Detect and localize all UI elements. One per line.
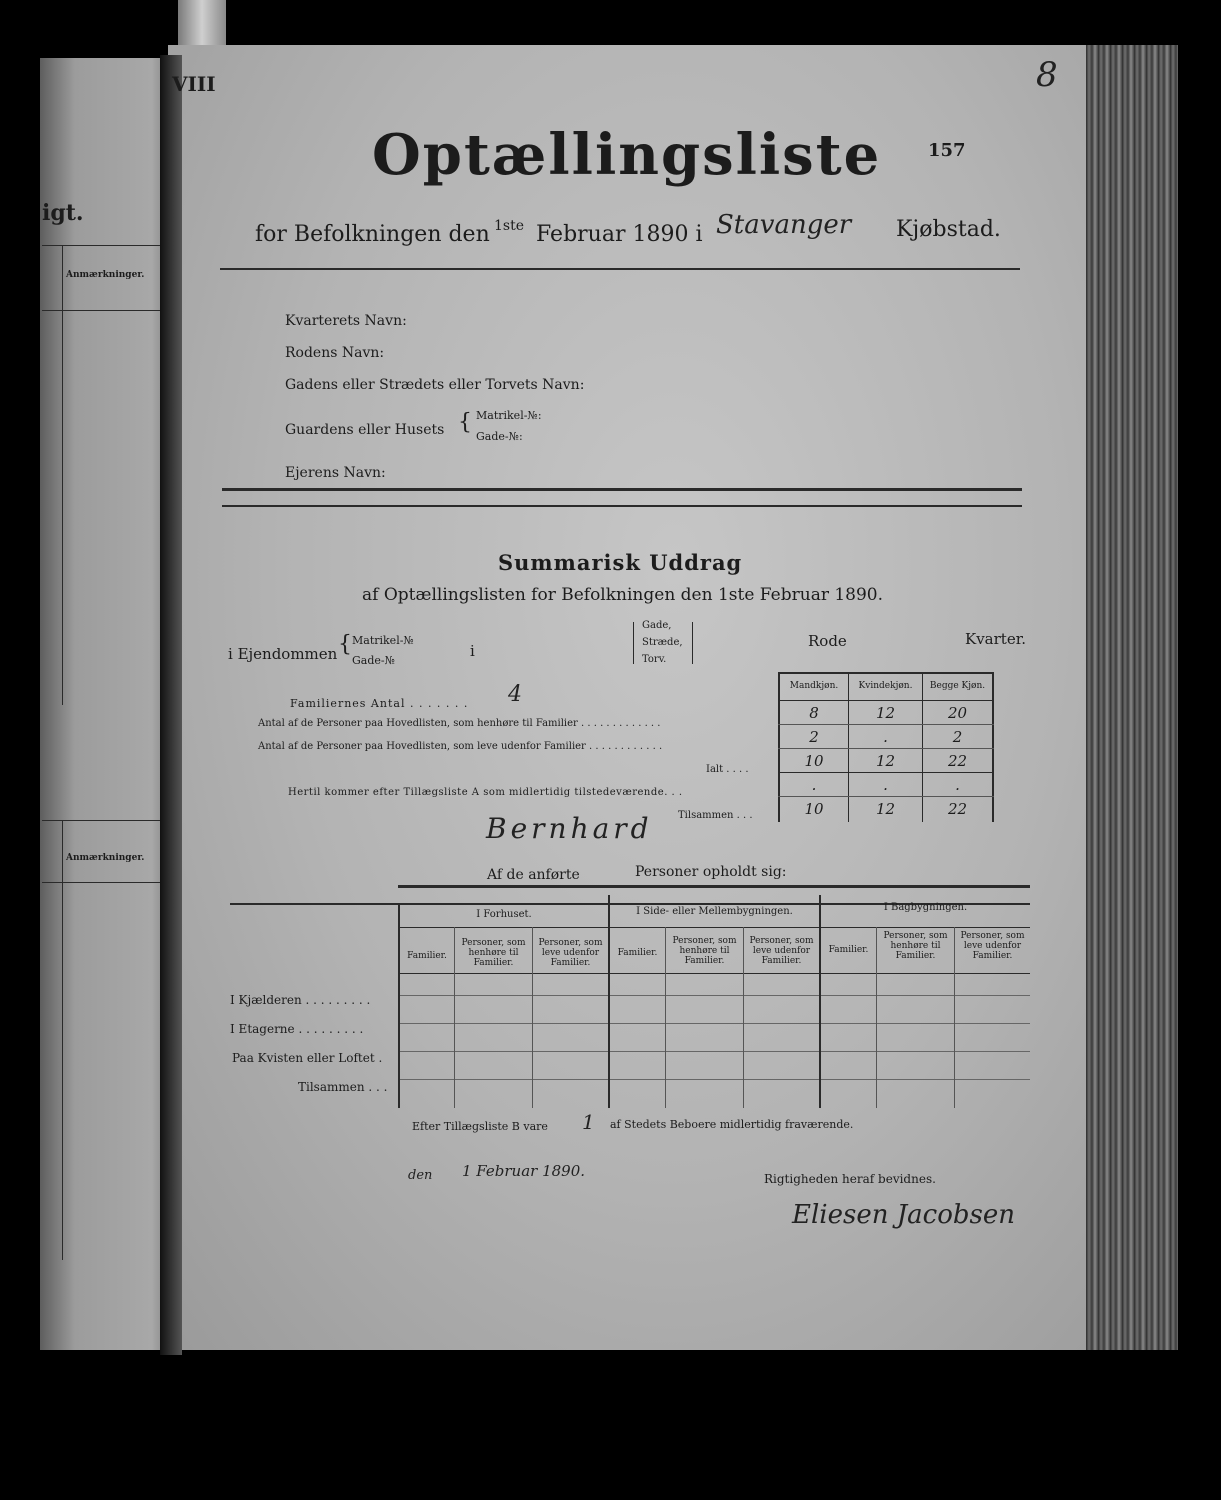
cell-value: . <box>955 776 960 794</box>
ejendom-label: i Ejendommen <box>228 645 338 663</box>
personer-opholdt: Personer opholdt sig: <box>635 864 787 880</box>
cell-value: 20 <box>947 704 968 722</box>
street-label: Gadens eller Strædets eller Torvets Navn: <box>285 377 585 393</box>
header-day: 1ste <box>494 218 525 234</box>
cell-value: . <box>811 776 817 794</box>
handwritten-note: Bernhard <box>486 812 653 845</box>
cell-value: 22 <box>947 800 968 818</box>
address-rule <box>222 488 1022 491</box>
row-label-tillaeg-a: Hertil kommer efter Tillægsliste A som midlertidig tilstedeværende. . . <box>288 787 683 798</box>
brace: { <box>458 410 472 435</box>
left-col-header: Anmærkninger. <box>66 270 145 280</box>
ejendom-matrikel: Matrikel-№ <box>352 634 414 647</box>
subcol-familier: Familier. <box>407 951 447 961</box>
matrikel-label: Matrikel-№: <box>476 409 542 422</box>
col-header-kvindekjon: Kvindekjøn. <box>858 681 913 691</box>
left-rule <box>42 820 160 821</box>
row-label-tilsammen: Tilsammen . . . <box>678 810 753 821</box>
af-de-anforte: Af de anførte <box>487 867 580 883</box>
group-sidebygning: I Side- eller Mellembygningen. <box>636 906 793 917</box>
group-bagbygning: I Bagbygningen. <box>883 902 968 913</box>
cell-value: 2 <box>952 728 963 746</box>
cell-value: . <box>883 776 888 794</box>
owner-label: Ejerens Navn: <box>285 465 386 481</box>
tillaeg-b-prefix: Efter Tillægsliste B vare <box>412 1120 548 1133</box>
page-edges <box>1086 45 1178 1350</box>
left-page-word: igt. <box>42 200 84 226</box>
summary-table <box>778 672 994 822</box>
row-kvisten: Paa Kvisten eller Loftet . <box>232 1051 383 1065</box>
date-value: 1 Februar 1890. <box>462 1162 586 1180</box>
subcol-henhore: Personer, som henhøre til Familier. <box>883 931 948 961</box>
cell-value: 10 <box>804 752 824 770</box>
date-den: den <box>408 1168 433 1183</box>
header-line-prefix: for Befolkningen den <box>255 222 490 247</box>
row-kjaelderen: I Kjælderen . . . . . . . . . <box>230 993 371 1007</box>
summary-subtitle: af Optællingslisten for Befolkningen den 1ste Februar 1890. <box>362 585 884 605</box>
tillaeg-b-value: 1 <box>582 1110 595 1134</box>
address-rule <box>222 505 1022 507</box>
row-label-udenfor: Antal af de Personer paa Hovedlisten, som leve udenfor Familier . . . . . . . . . . . . <box>258 741 663 752</box>
house-label: Guardens eller Husets <box>285 422 445 438</box>
cell-value: 12 <box>875 800 896 818</box>
street-type-torv: Torv. <box>642 654 667 665</box>
spine-shadow <box>160 55 182 1355</box>
col-header-mandkjon: Mandkjøn. <box>789 681 839 691</box>
i-label: i <box>470 642 475 660</box>
kvarter-label: Kvarter. <box>965 630 1026 648</box>
left-col-line <box>62 820 63 1260</box>
folio-number: 8 <box>1036 55 1058 95</box>
left-page <box>40 58 180 1350</box>
ejendom-gade: Gade-№ <box>352 654 396 667</box>
gade-label: Gade-№: <box>476 430 523 443</box>
left-rule <box>42 882 160 883</box>
certify-label: Rigtigheden heraf bevidnes. <box>764 1172 936 1186</box>
left-rule <box>42 245 160 246</box>
row-etagerne: I Etagerne . . . . . . . . . <box>230 1022 364 1036</box>
row-label-ialt: Ialt . . . . <box>706 764 749 775</box>
left-col-header: Anmærkninger. <box>66 853 145 863</box>
town-suffix: Kjøbstad. <box>896 217 1001 242</box>
quarter-label: Kvarterets Navn: <box>285 313 407 329</box>
subcol-familier: Familier. <box>617 948 658 958</box>
bracket-line <box>633 622 634 664</box>
cell-value: 2 <box>809 728 819 746</box>
subcol-udenfor: Personer, som leve udenfor Familier. <box>538 938 603 968</box>
families-value: 4 <box>508 682 522 707</box>
rode-label-2: Rode <box>808 632 847 650</box>
street-type-gade: Gade, <box>642 620 672 631</box>
street-type-straede: Stræde, <box>642 637 683 648</box>
left-rule <box>42 310 160 311</box>
bracket-line <box>692 622 693 664</box>
corner-number: VIII <box>172 72 216 96</box>
header-date: Februar 1890 i <box>536 222 703 247</box>
subcol-udenfor: Personer, som leve udenfor Familier. <box>749 936 814 966</box>
town-handwritten: Stavanger <box>716 210 852 240</box>
rode-label: Rodens Navn: <box>285 345 385 361</box>
summary-title: Summarisk Uddrag <box>498 550 743 575</box>
subcol-udenfor: Personer, som leve udenfor Familier. <box>960 931 1025 961</box>
subcol-henhore: Personer, som henhøre til Familier. <box>461 938 526 968</box>
list-number: 157 <box>928 140 966 161</box>
page-title: Optællingsliste <box>372 122 882 188</box>
row-label-familier: Antal af de Personer paa Hovedlisten, som henhøre til Familier . . . . . . . . . . . . . <box>258 718 661 729</box>
left-col-line <box>62 245 63 705</box>
cell-value: 12 <box>875 704 896 722</box>
row-tilsammen: Tilsammen . . . <box>298 1080 388 1094</box>
signature: Eliesen Jacobsen <box>792 1200 1015 1230</box>
subcol-familier: Familier. <box>828 945 869 955</box>
header-rule <box>220 268 1020 270</box>
brace: { <box>338 632 352 657</box>
cell-value: 22 <box>947 752 968 770</box>
tillaeg-b-suffix: af Stedets Beboere midlertidig fraværende. <box>610 1118 854 1131</box>
subcol-henhore: Personer, som henhøre til Familier. <box>672 936 737 966</box>
group-forhuset: I Forhuset. <box>476 909 532 920</box>
families-label: Familiernes Antal . . . . . . . <box>290 697 469 710</box>
col-header-begge: Begge Kjøn. <box>929 681 986 691</box>
cell-value: 10 <box>804 800 824 818</box>
cell-value: 8 <box>809 704 819 722</box>
cell-value: . <box>883 728 888 746</box>
cell-value: 12 <box>875 752 896 770</box>
